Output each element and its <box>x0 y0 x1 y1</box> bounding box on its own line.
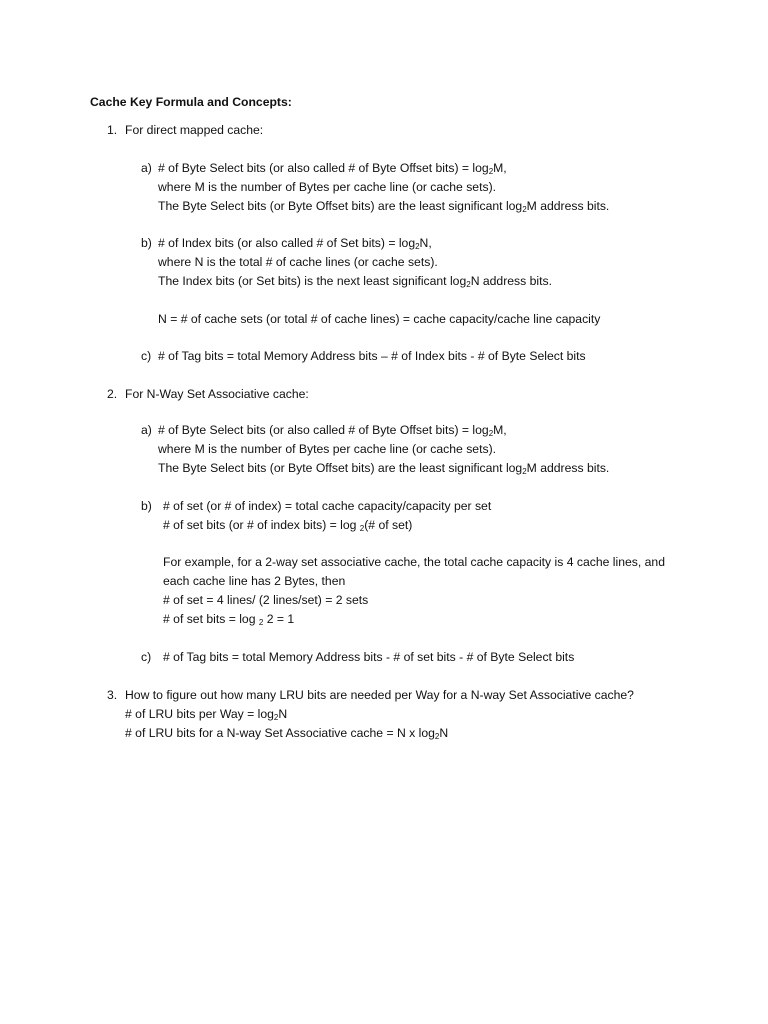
item-2b-line-3: For example, for a 2-way set associative cache, the total cache capacity is 4 cache lines, and <box>163 555 665 569</box>
item-2a-line-1: # of Byte Select bits (or also called # of Byte Offset bits) = $\log_2M$, <box>158 423 507 438</box>
item-2a-marker: a) <box>141 423 152 437</box>
item-1b-line-1: # of Index bits (or also called # of Set bits) = $\log_2N$, <box>158 236 432 251</box>
item-1b-line-4: N = # of cache sets (or total # of cache lines) = cache capacity/cache line capacity <box>158 312 601 326</box>
item-2a-line-2: where M is the number of Bytes per cache line (or cache sets). <box>158 442 497 456</box>
item-1b-line-3: The Index bits (or Set bits) is the next least significant $\log_2N$ address bits. <box>158 274 552 289</box>
item-2c-line-1: # of Tag bits = total Memory Address bits - # of set bits - # of Byte Select bits <box>163 650 575 664</box>
item-1a-marker: a) <box>141 161 152 175</box>
section-2-heading: For N-Way Set Associative cache: <box>125 387 309 401</box>
item-1c-line-1: # of Tag bits = total Memory Address bits – # of Index bits - # of Byte Select bits <box>158 349 586 363</box>
document-title: Cache Key Formula and Concepts: <box>90 95 292 109</box>
item-1a-line-3: The Byte Select bits (or Byte Offset bits) are the least significant $\log_2M$ address bits. <box>158 199 610 214</box>
item-2c-marker: c) <box>141 650 152 664</box>
section-1-number: 1. <box>107 123 118 137</box>
item-1a-line-1: # of Byte Select bits (or also called # of Byte Offset bits) = $\log_2M$, <box>158 161 507 176</box>
item-1a-line-2: where M is the number of Bytes per cache line (or cache sets). <box>158 180 497 194</box>
section-3-line-1: # of LRU bits per Way = $\log_2N$ <box>125 707 288 722</box>
item-2b-line-1: # of set (or # of index) = total cache capacity/capacity per set <box>163 499 492 513</box>
item-2b-line-6: # of set bits = log $_2$ 2 = 1 <box>163 612 295 627</box>
item-2b-line-4: each cache line has 2 Bytes, then <box>163 574 346 588</box>
section-3-number: 3. <box>107 688 118 702</box>
item-2b-line-2: # of set bits (or # of index bits) = log $_2$(# of set) <box>163 518 413 533</box>
item-2b-line-5: # of set = 4 lines/ (2 lines/set) = 2 sets <box>163 593 369 607</box>
item-1b-marker: b) <box>141 236 152 250</box>
item-2a-line-3: The Byte Select bits (or Byte Offset bits) are the least significant $\log_2M$ address bits. <box>158 461 610 476</box>
section-2-number: 2. <box>107 387 118 401</box>
item-2b-marker: b) <box>141 499 152 513</box>
item-1c-marker: c) <box>141 349 152 363</box>
section-3-heading: How to figure out how many LRU bits are needed per Way for a N-way Set Associative cache? <box>125 688 634 702</box>
section-3-line-2: # of LRU bits for a N-way Set Associative cache = N x $\log_2N$ <box>125 726 449 741</box>
section-1-heading: For direct mapped cache: <box>125 123 264 137</box>
item-1b-line-2: where N is the total # of cache lines (or cache sets). <box>158 255 438 269</box>
